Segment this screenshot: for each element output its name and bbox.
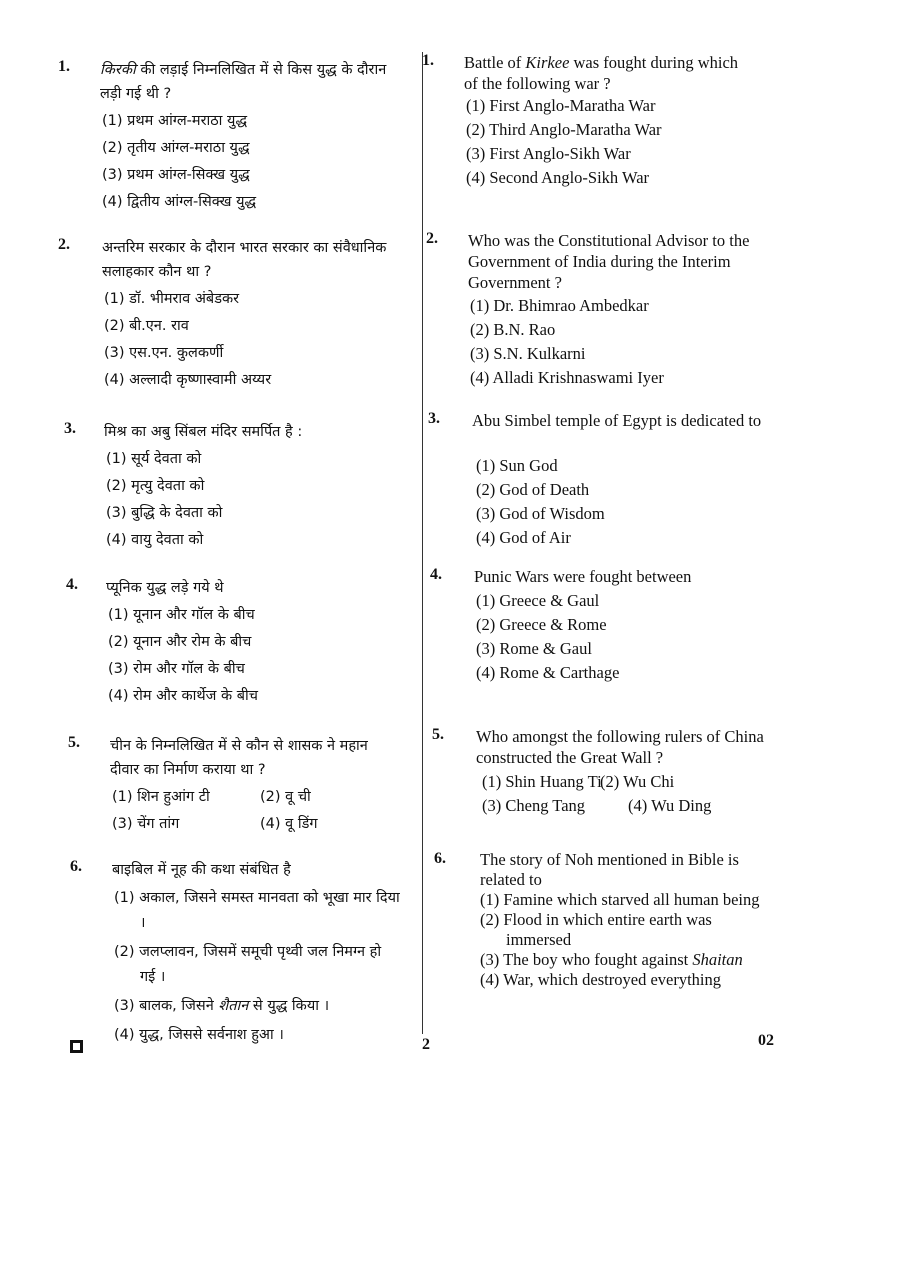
option-2: (2) तृतीय आंग्ल-मराठा युद्ध (102, 140, 250, 156)
option-1: (1) Dr. Bhimrao Ambedkar (470, 296, 649, 315)
options (108, 602, 258, 710)
option-2: (2) Flood in which entire earth was immersed (480, 910, 712, 949)
option-3: (3) प्रथम आंग्ल-सिक्ख युद्ध (102, 167, 250, 183)
question-text: Abu Simbel temple of Egypt is dedicated to (472, 411, 762, 430)
option-4: (4) Rome & Carthage (476, 663, 620, 682)
question-text: मिश्र का अबु सिंबल मंदिर समर्पित है : (104, 424, 303, 440)
option-2: (2) वू ची (260, 789, 311, 805)
question-text: The story of Noh mentioned in Bible is related to (480, 850, 739, 889)
option-4: (4) Second Anglo-Sikh War (466, 168, 650, 187)
options (480, 890, 770, 990)
option-2: (2) Third Anglo-Maratha War (466, 120, 662, 139)
question-number: 4. (66, 576, 78, 593)
option-1: (1) शिन हुआंग टी (112, 789, 210, 805)
question-text: Who was the Constitutional Advisor to the Government of India during the Interim Government ? (468, 231, 750, 292)
options (476, 454, 605, 550)
option-4: (4) द्वितीय आंग्ल-सिक्ख युद्ध (102, 194, 257, 210)
option-4: (4) Alladi Krishnaswami Iyer (470, 368, 664, 387)
question-number: 1. (58, 58, 70, 75)
option-3: (3) बालक, जिसने शैतान से युद्ध किया । (114, 998, 330, 1014)
option-2: (2) B.N. Rao (470, 320, 556, 339)
option-1: (1) प्रथम आंग्ल-मराठा युद्ध (102, 113, 248, 129)
question-text: Punic Wars were fought between (474, 567, 692, 586)
option-3: (3) Cheng Tang (482, 796, 586, 815)
option-4: (4) War, which destroyed everything (480, 970, 722, 989)
option-2: (2) मृत्यु देवता को (106, 478, 205, 494)
corner-marker-icon (70, 1040, 83, 1053)
question-number: 3. (64, 420, 76, 437)
option-1: (1) यूनान और गॉल के बीच (108, 607, 255, 623)
question-number: 3. (428, 410, 440, 427)
option-2: (2) Wu Chi (600, 772, 675, 791)
option-4: (4) रोम और कार्थेज के बीच (108, 688, 258, 704)
options (470, 294, 664, 390)
question-text: चीन के निम्नलिखित में से कौन से शासक ने महान दीवार का निर्माण कराया था ? (110, 738, 368, 778)
option-3: (3) First Anglo-Sikh War (466, 144, 631, 163)
option-3: (3) God of Wisdom (476, 504, 605, 523)
option-1: (1) डॉ. भीमराव अंबेडकर (104, 291, 240, 307)
option-1: (1) सूर्य देवता को (106, 451, 202, 467)
question-number: 2. (58, 236, 70, 253)
question-text: किरकी की लड़ाई निम्नलिखित में से किस युद्ध के दौरान लड़ी गई थी ? (100, 62, 387, 102)
question-text: प्यूनिक युद्ध लड़े गये थे (106, 580, 224, 596)
options (482, 770, 711, 818)
option-2: (2) बी.एन. राव (104, 318, 189, 334)
option-1: (1) Greece & Gaul (476, 591, 600, 610)
options (112, 784, 318, 838)
option-2: (2) Greece & Rome (476, 615, 607, 634)
option-3: (3) एस.एन. कुलकर्णी (104, 345, 224, 361)
question-number: 6. (70, 858, 82, 875)
option-3: (3) रोम और गॉल के बीच (108, 661, 245, 677)
option-4: (4) God of Air (476, 528, 571, 547)
options (106, 446, 222, 554)
option-4: (4) वू डिंग (260, 816, 318, 832)
option-1: (1) Shin Huang Ti (482, 772, 602, 791)
question-number: 5. (432, 726, 444, 743)
option-2: (2) जलप्लावन, जिसमें समूची पृथ्वी जल निमग्न हो गई । (114, 944, 382, 985)
options (102, 108, 256, 216)
option-3: (3) Rome & Gaul (476, 639, 592, 658)
option-4: (4) युद्ध, जिससे सर्वनाश हुआ । (114, 1027, 284, 1043)
option-3: (3) बुद्धि के देवता को (106, 505, 223, 521)
option-3: (3) S.N. Kulkarni (470, 344, 586, 363)
question-text: Who amongst the following rulers of China constructed the Great Wall ? (476, 727, 764, 767)
option-1: (1) First Anglo-Maratha War (466, 96, 656, 115)
option-2: (2) God of Death (476, 480, 590, 499)
option-4: (4) Wu Ding (628, 796, 712, 815)
question-text: Battle of Kirkee was fought during which of the following war ? (464, 53, 739, 93)
options (114, 886, 400, 1052)
column-divider (422, 52, 423, 1034)
question-number: 1. (422, 52, 434, 69)
option-3: (3) चेंग तांग (112, 816, 180, 832)
option-4: (4) अल्लादी कृष्णास्वामी अय्यर (104, 372, 272, 388)
option-4: (4) वायु देवता को (106, 532, 204, 548)
option-1: (1) अकाल, जिसने समस्त मानवता को भूखा मार दिया । (114, 890, 400, 931)
question-number: 6. (434, 850, 446, 867)
options (466, 94, 662, 190)
option-2: (2) यूनान और रोम के बीच (108, 634, 252, 650)
option-1: (1) Famine which starved all human being (480, 890, 760, 909)
question-number: 4. (430, 566, 442, 583)
option-1: (1) Sun God (476, 456, 558, 475)
question-number: 2. (426, 230, 438, 247)
options (476, 589, 619, 685)
page-number: 2 (422, 1036, 430, 1053)
booklet-code: 02 (758, 1032, 774, 1049)
option-3: (3) The boy who fought against Shaitan (480, 950, 743, 969)
question-number: 5. (68, 734, 80, 751)
question-text: बाइबिल में नूह की कथा संबंधित है (112, 862, 291, 878)
options (104, 286, 271, 394)
question-text: अन्तरिम सरकार के दौरान भारत सरकार का संवैधानिक सलाहकार कौन था ? (102, 240, 387, 280)
